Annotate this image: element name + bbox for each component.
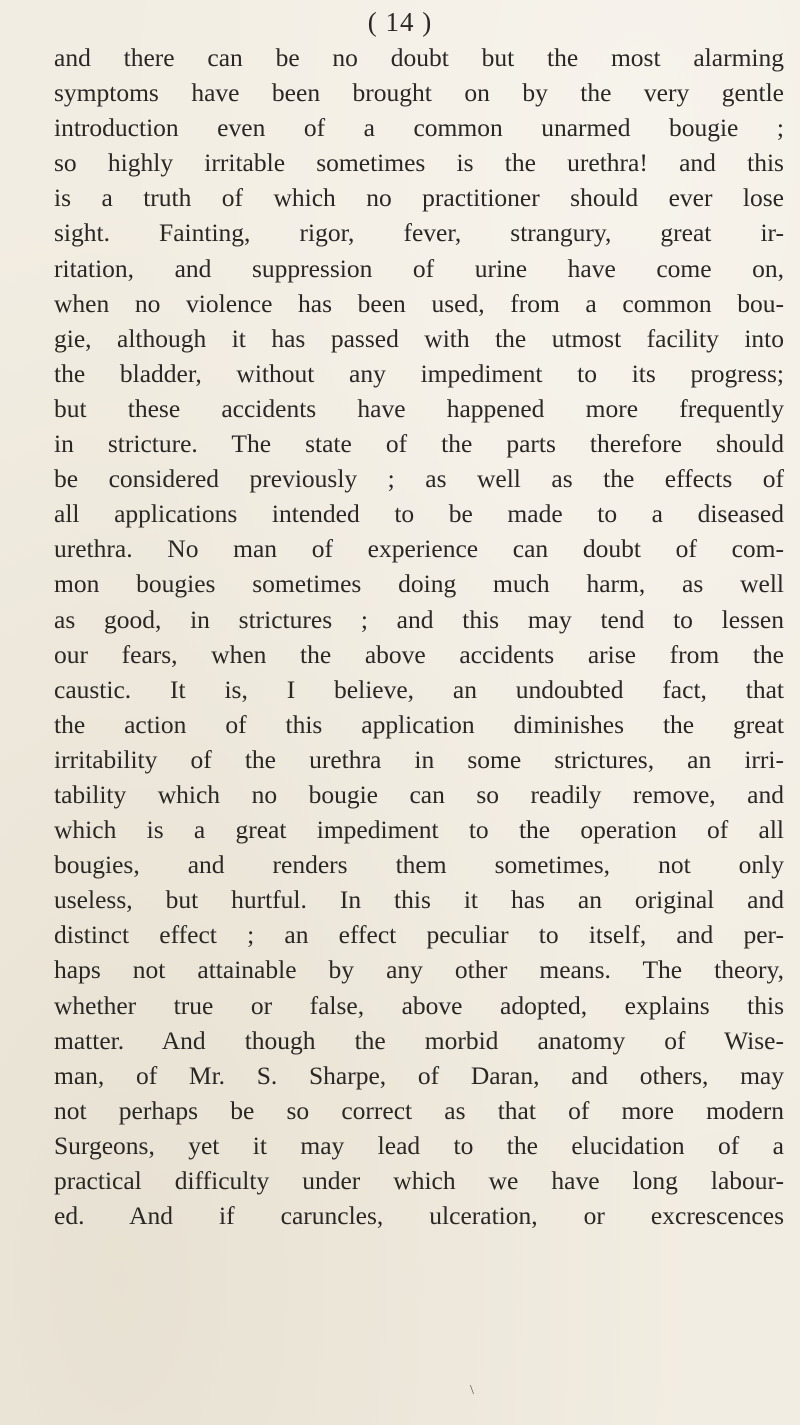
text-line: caustic. It is, I believe, an undoubted fact, that bbox=[54, 674, 784, 704]
text-line: distinct effect ; an effect peculiar to itself, and per- bbox=[54, 920, 784, 950]
page-number: ( 14 ) bbox=[367, 7, 433, 37]
text-line: all applications intended to be made to a diseased bbox=[54, 499, 784, 529]
text-line: bougies, and renders them sometimes, not only bbox=[54, 850, 784, 880]
text-line: not perhaps be so correct as that of more modern bbox=[54, 1095, 784, 1125]
text-line: useless, but hurtful. In this it has an original and bbox=[54, 885, 784, 915]
text-line: and there can be no doubt but the most alarming bbox=[54, 43, 784, 72]
text-line: symptoms have been brought on by the very gentle bbox=[54, 78, 784, 108]
text-line: urethra. No man of experience can doubt of com- bbox=[54, 534, 784, 564]
text-line: the bladder, without any impediment to its progress; bbox=[54, 358, 784, 388]
text-line: ritation, and suppression of urine have come on, bbox=[54, 253, 784, 283]
text-line: which is a great impediment to the operation of all bbox=[54, 815, 784, 845]
text-line: the action of this application diminishes the great bbox=[54, 709, 784, 739]
text-line: but these accidents have happened more frequently bbox=[54, 393, 784, 423]
text-line: introduction even of a common unarmed bougie ; bbox=[54, 113, 784, 143]
text-line: whether true or false, above adopted, explains this bbox=[54, 990, 784, 1020]
text-line: so highly irritable sometimes is the urethra! and this bbox=[54, 148, 784, 178]
text-line: man, of Mr. S. Sharpe, of Daran, and others, may bbox=[54, 1060, 784, 1090]
text-line: our fears, when the above accidents arise from the bbox=[54, 639, 784, 669]
text-line: haps not attainable by any other means. The theory, bbox=[54, 955, 784, 985]
text-line: tability which no bougie can so readily remove, and bbox=[54, 779, 784, 809]
body-text bbox=[54, 40, 784, 1233]
text-line: irritability of the urethra in some strictures, an irri- bbox=[54, 744, 784, 774]
text-line: gie, although it has passed with the utmost facility into bbox=[54, 323, 784, 353]
text-line: is a truth of which no practitioner should ever lose bbox=[54, 183, 784, 213]
text-line: in stricture. The state of the parts therefore should bbox=[54, 429, 784, 459]
text-line: mon bougies sometimes doing much harm, as well bbox=[54, 569, 784, 599]
text-line: be considered previously ; as well as the effects of bbox=[54, 464, 784, 494]
text-line: ed. And if caruncles, ulceration, or excrescences bbox=[54, 1201, 784, 1231]
text-line: Surgeons, yet it may lead to the elucidation of a bbox=[54, 1130, 784, 1160]
text-line: when no violence has been used, from a common bou- bbox=[54, 288, 784, 318]
footer-mark: \ bbox=[470, 1383, 474, 1398]
text-line: matter. And though the morbid anatomy of Wise- bbox=[54, 1025, 784, 1055]
text-line: as good, in strictures ; and this may tend to lessen bbox=[54, 604, 784, 634]
text-line: practical difficulty under which we have long labour- bbox=[54, 1166, 784, 1195]
text-line: sight. Fainting, rigor, fever, strangury, great ir- bbox=[54, 218, 784, 248]
